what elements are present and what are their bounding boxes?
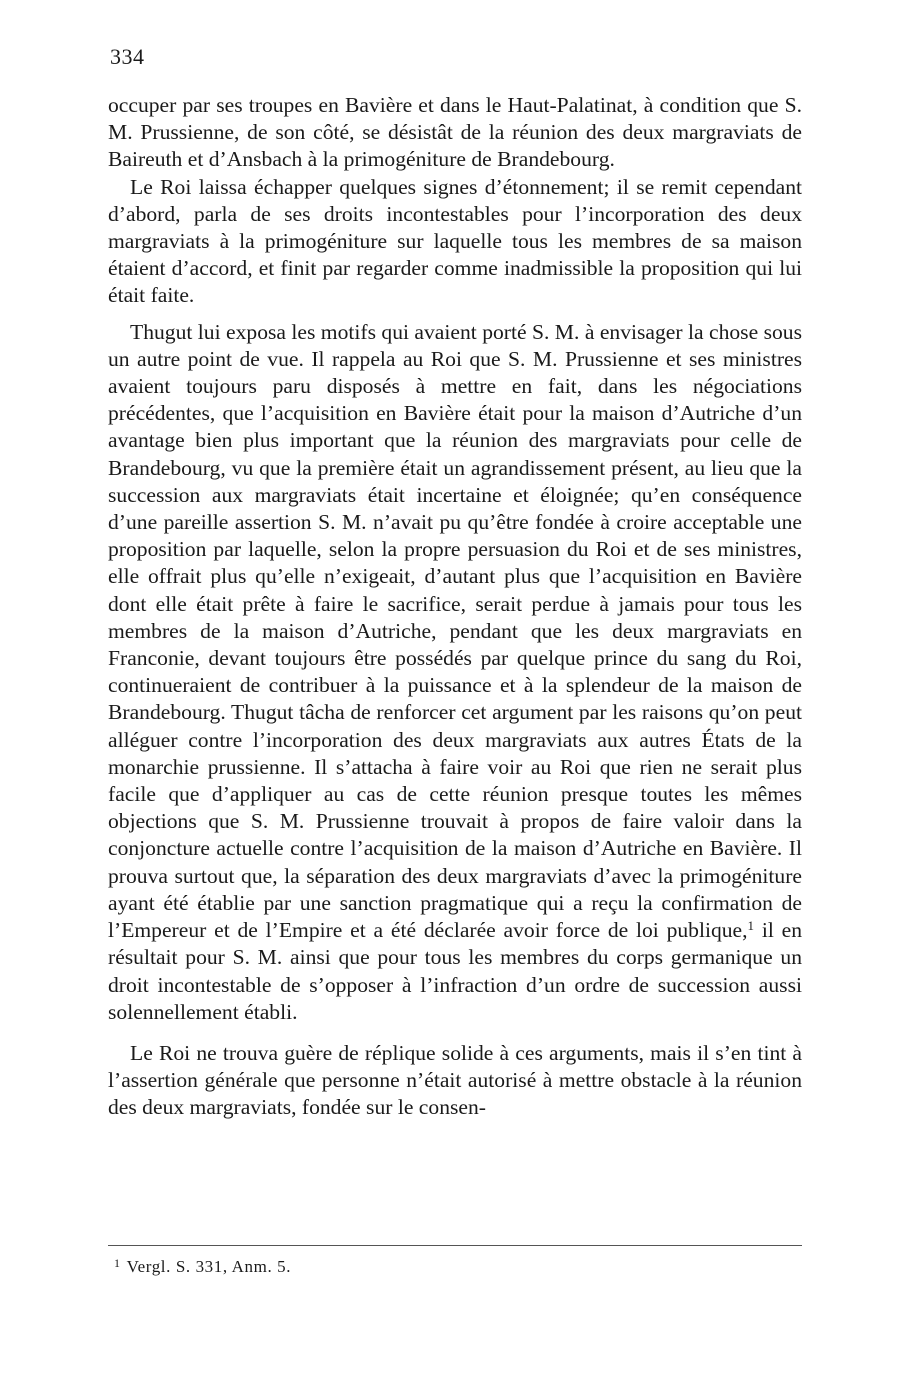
paragraph-3-text-a: Thugut lui exposa les motifs qui avaient porté S. M. à envisager la chose sous un autre point de vue. Il rappela au Roi que S. M. Prussienne et ses ministres avaient toujours paru disposés à mettre en fait, dans les négociations précédentes, que l’acquisition en Bavière était pour la maison d’Autriche d’un avantage bien plus important que la réunion des margraviats pour celle de Brandebourg, vu que la première était un agrandissement présent, au lieu que la succession aux margraviats était incertaine et éloignée; qu’en conséquence d’une pareille assertion S. M. n’avait pu qu’être fondée à croire acceptable une proposition par laquelle, selon la propre persuasion du Roi et de ses ministres, elle offrait plus qu’elle n’exigeait, d’autant plus que l’acquisition en Bavière dont elle était prête à faire le sacrifice, serait perdue à jamais pour tous les membres de la maison d’Autriche, pendant que les deux margraviats en Franconie, devant toujours être possédés par quelque prince du sang du Roi, continueraient de contribuer à la puissance et à la splendeur de la maison de Brandebourg. Thugut tâcha de renforcer cet argument par les raisons qu’on peut alléguer contre l’incorporation des deux margraviats aux autres États de la monarchie prussienne. Il s’attacha à faire voir au Roi que rien ne serait plus facile que d’appliquer au cas de cette réunion presque toutes les mêmes objections que S. M. Prussienne trouvait à propos de faire valoir dans la conjoncture actuelle contre l’acquisition de la maison d’Autriche en Bavière. Il prouva surtout que, la séparation des deux margraviats d’avec la primogéniture ayant été établie par une sanction pragmatique qui a reçu la confirmation de l’Empereur et de l’Empire et a été déclarée avoir force de loi publique, [108,319,802,943]
paragraph-2: Le Roi laissa échapper quelques signes d’étonnement; il se remit cependant d’abord, parla de ses droits incontestables pour l’incorporation des deux margraviats à la primogéniture sur laquelle tous les membres de sa maison étaient d’accord, et finit par regarder comme inadmissible la proposition qui lui était faite. [108,174,802,308]
footnote-reference: 1 [747,918,755,934]
footnote [114,1256,291,1277]
footnote-mark: 1 [114,1256,121,1270]
footnote-divider [108,1245,802,1246]
paragraph-3 [108,319,802,1026]
body-text [108,92,802,1122]
page-number: 334 [110,44,145,69]
paragraph-3-text-b: il en résultait pour S. M. ainsi que pour tous les membres du corps germanique un droit incontestable de s’opposer à l’infraction d’un ordre de succession aussi solennellement établi. [108,918,802,1024]
footnote-text: Vergl. S. 331, Anm. 5. [126,1257,292,1276]
paragraph-1: occuper par ses troupes en Bavière et dans le Haut-Palatinat, à condition que S. M. Prussienne, de son côté, se désistât de la réunion des deux margraviats de Baireuth et d’Ansbach à la primogéniture de Brandebourg. [108,93,802,172]
paragraph-4: Le Roi ne trouva guère de réplique solide à ces arguments, mais il s’en tint à l’assertion générale que personne n’était autorisé à mettre obstacle à la réunion des deux margraviats, fondée sur le consen- [108,1040,802,1120]
